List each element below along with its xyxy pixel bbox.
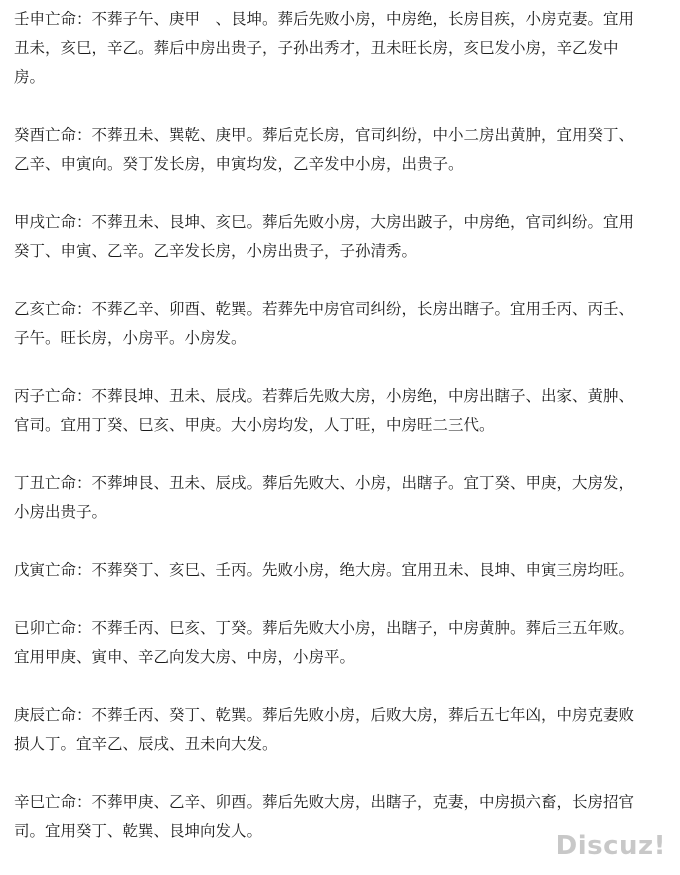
entry-line: 已卯亡命：不葬壬丙、巳亥、丁癸。葬后先败大小房，出瞎子，中房黄肿。葬后三五年败。: [14, 619, 635, 637]
entry-line: 丁丑亡命：不葬坤艮、丑未、辰戌。葬后先败大、小房，出瞎子。宜丁癸、甲庚，大房发，: [14, 474, 635, 492]
entry-line: 癸丁、申寅、乙辛。乙辛发长房，小房出贵子，子孙清秀。: [14, 242, 418, 260]
discuz-watermark: Discuz!: [555, 831, 666, 861]
entry-line: 司。宜用癸丁、乾巽、艮坤向发人。: [14, 822, 263, 840]
entry-line: 小房出贵子。: [14, 503, 108, 521]
entry-paragraph: [14, 208, 666, 266]
entry-paragraph: [14, 614, 666, 672]
entry-line: 宜用甲庚、寅申、辛乙向发大房、中房，小房平。: [14, 648, 356, 666]
entry-line: 房。: [14, 68, 46, 86]
entry-paragraph: [14, 701, 666, 759]
entry-line: 丑未，亥巳，辛乙。葬后中房出贵子，子孙出秀才，丑未旺长房，亥巳发小房，辛乙发中: [14, 39, 619, 57]
entry-paragraph: [14, 469, 666, 527]
entry-line: 癸酉亡命：不葬丑未、巽乾、庚甲。葬后克长房，官司纠纷，中小二房出黄肿，宜用癸丁、: [14, 126, 635, 144]
entry-line: 壬申亡命：不葬子午、庚甲 、艮坤。葬后先败小房，中房绝，长房目疾，小房克妻。宜用: [14, 10, 635, 28]
entry-line: 戊寅亡命：不葬癸丁、亥巳、壬丙。先败小房，绝大房。宜用丑未、艮坤、申寅三房均旺。: [14, 561, 635, 579]
entry-paragraph: [14, 382, 666, 440]
document-body: [14, 5, 666, 875]
entry-line: 辛巳亡命：不葬甲庚、乙辛、卯酉。葬后先败大房，出瞎子，克妻，中房损六畜，长房招官: [14, 793, 635, 811]
entry-line: 甲戌亡命：不葬丑未、艮坤、亥巳。葬后先败小房，大房出跛子，中房绝，官司纠纷。宜用: [14, 213, 635, 231]
entry-line: 子午。旺长房，小房平。小房发。: [14, 329, 247, 347]
entry-line: 损人丁。宜辛乙、辰戌、丑未向大发。: [14, 735, 278, 753]
entry-line: 官司。宜用丁癸、巳亥、甲庚。大小房均发，人丁旺，中房旺二三代。: [14, 416, 495, 434]
entry-paragraph: [14, 556, 666, 585]
entry-line: 丙子亡命：不葬艮坤、丑未、辰戌。若葬后先败大房，小房绝，中房出瞎子、出家、黄肿、: [14, 387, 635, 405]
entry-line: 庚辰亡命：不葬壬丙、癸丁、乾巽。葬后先败小房，后败大房，葬后五七年凶，中房克妻败: [14, 706, 635, 724]
entry-line: 乙亥亡命：不葬乙辛、卯酉、乾巽。若葬先中房官司纠纷，长房出瞎子。宜用壬丙、丙壬、: [14, 300, 635, 318]
entry-line: 乙辛、申寅向。癸丁发长房，申寅均发，乙辛发中小房，出贵子。: [14, 155, 464, 173]
entry-paragraph: [14, 5, 666, 92]
entry-paragraph: [14, 121, 666, 179]
entry-paragraph: [14, 295, 666, 353]
